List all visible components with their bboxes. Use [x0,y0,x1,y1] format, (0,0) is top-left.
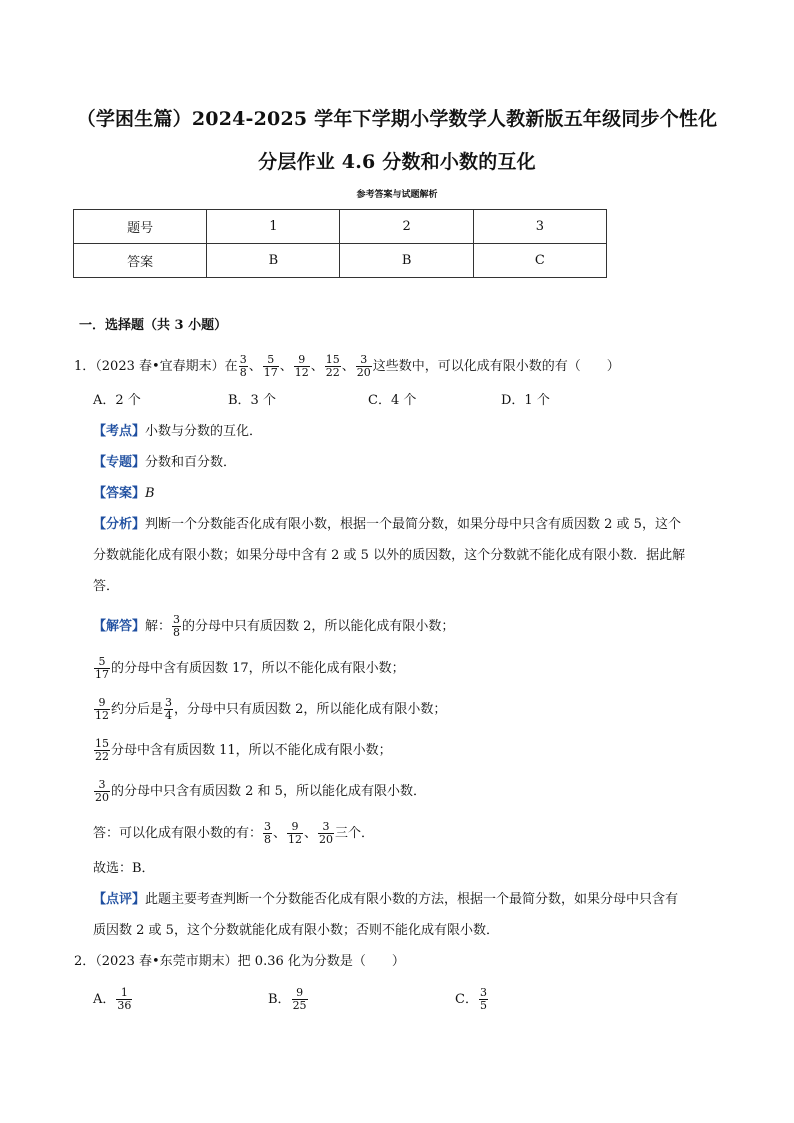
kaodian-label: 【考点】 [93,424,146,439]
q2-option-b: B． $\frac{9}{25}$ [268,986,307,1012]
jieda-line-1 [93,614,454,639]
kaodian-line [93,423,262,441]
jieda-line-3 [93,697,446,722]
dianping-line-1 [93,891,678,909]
solution-text: 的分母中只有质因数 2，所以能化成有限小数； [182,619,455,634]
separator: 、 [248,359,262,374]
dianping-label: 【点评】 [93,892,146,907]
fraction: $\frac{15}{22}$ [95,737,109,763]
jieda-line-4 [93,738,392,763]
separator: 、 [304,826,318,841]
fenxi-line-1 [93,516,681,534]
jieda-line-5 [93,779,426,804]
question-number-cell: 2 [340,210,473,244]
fraction: $\frac{3}{8}$ [173,613,181,639]
answer-prefix: 答：可以化成有限小数的有： [93,826,263,841]
row-header-answer: 答案 [74,244,207,278]
separator: 、 [341,359,355,374]
fraction: $\frac{5}{17}$ [95,655,109,681]
fenxi-text: 判断一个分数能否化成有限小数，根据一个最简分数，如果分母中只含有质因数 2 或 5，这个 [145,517,681,532]
choice-line: 故选：B． [93,861,155,876]
answer-table-answer-row [74,244,607,278]
daan-line [93,485,155,503]
daan-label: 【答案】 [93,486,146,501]
fraction: $\frac{3}{20}$ [95,778,109,804]
daan-text: B [145,486,155,501]
zhuanti-label: 【专题】 [93,455,146,470]
solution-text: 约分后是 [111,702,164,717]
question-number: 2． [74,954,96,969]
document-title-line2: 分层作业 4.6 分数和小数的互化 [258,151,536,173]
option-b: B．3 个 [228,393,276,408]
kaodian-text: 小数与分数的互化． [145,424,263,439]
separator: 、 [310,359,324,374]
answer-suffix: 三个． [335,826,375,841]
separator: 、 [279,359,293,374]
fraction: $\frac{9}{25}$ [292,986,307,1012]
option-d: D．1 个 [501,393,550,408]
solution-text: 的分母中含有质因数 17，所以不能化成有限小数； [111,661,405,676]
answer-line [93,821,374,846]
solution-text: 分母中含有质因数 11，所以不能化成有限小数； [111,743,392,758]
question-number-cell: 3 [473,210,606,244]
stem-text: 这些数中，可以化成有限小数的有（ ） [372,359,620,374]
q2-option-c: C． $\frac{3}{5}$ [455,986,487,1012]
option-c: C．4 个 [368,393,417,408]
stem-text: 把 0.36 化为分数是（ ） [237,954,405,969]
fraction: $\frac{9}{12}$ [288,820,303,846]
question-number: 1． [74,359,96,374]
fraction: $\frac{15}{22}$ [325,353,340,379]
answer-cell: B [340,244,473,278]
stem-text: 在 [224,359,238,374]
jieda-line-2 [93,656,405,681]
fraction: $\frac{3}{8}$ [239,353,247,379]
fraction: $\frac{3}{4}$ [165,696,173,722]
question-2-stem [74,953,405,971]
fenxi-label: 【分析】 [93,517,146,532]
answer-table-number-row [74,210,607,244]
document-subtitle: 参考答案与试题解析 [356,190,438,200]
answer-cell: C [473,244,606,278]
dianping-text: 此题主要考查判断一个分数能否化成有限小数的方法，根据一个最简分数，如果分母中只含有 [145,892,679,907]
question-number-cell: 1 [207,210,340,244]
section-heading: 一．选择题（共 3 小题） [79,318,228,333]
solution-text: 的分母中只含有质因数 2 和 5，所以能化成有限小数． [111,784,426,799]
dianping-line-2: 质因数 2 或 5，这个分数就能化成有限小数；否则不能化成有限小数． [93,923,499,938]
answer-cell: B [207,244,340,278]
fraction: $\frac{3}{8}$ [264,820,272,846]
fraction: $\frac{1}{36}$ [117,986,132,1012]
question-source: （2023 春•宜春期末） [95,359,225,374]
answer-table [73,209,607,278]
fraction: $\frac{3}{20}$ [356,353,371,379]
question-source: （2023 春•东莞市期末） [95,954,238,969]
fenxi-line-3: 答． [93,579,120,594]
jieda-prefix: 解： [145,619,172,634]
fraction: $\frac{3}{5}$ [479,986,487,1012]
fraction: $\frac{9}{12}$ [95,696,109,722]
question-1-stem [74,354,620,379]
fraction: $\frac{5}{17}$ [263,353,278,379]
document-title-line1: （学困生篇）2024-2025 学年下学期小学数学人教新版五年级同步个性化 [76,108,718,130]
fenxi-line-2: 分数就能化成有限小数；如果分母中含有 2 或 5 以外的质因数，这个分数就不能化成有限小数．据此解 [93,548,686,563]
q2-option-a: A． $\frac{1}{36}$ [93,986,132,1012]
zhuanti-text: 分数和百分数． [145,455,237,470]
option-a: A．2 个 [93,393,141,408]
fraction: $\frac{3}{20}$ [319,820,334,846]
fraction: $\frac{9}{12}$ [294,353,309,379]
row-header-number: 题号 [74,210,207,244]
solution-text: ，分母中只有质因数 2，所以能化成有限小数； [174,702,447,717]
zhuanti-line [93,454,236,472]
separator: 、 [273,826,287,841]
jieda-label: 【解答】 [93,619,146,634]
